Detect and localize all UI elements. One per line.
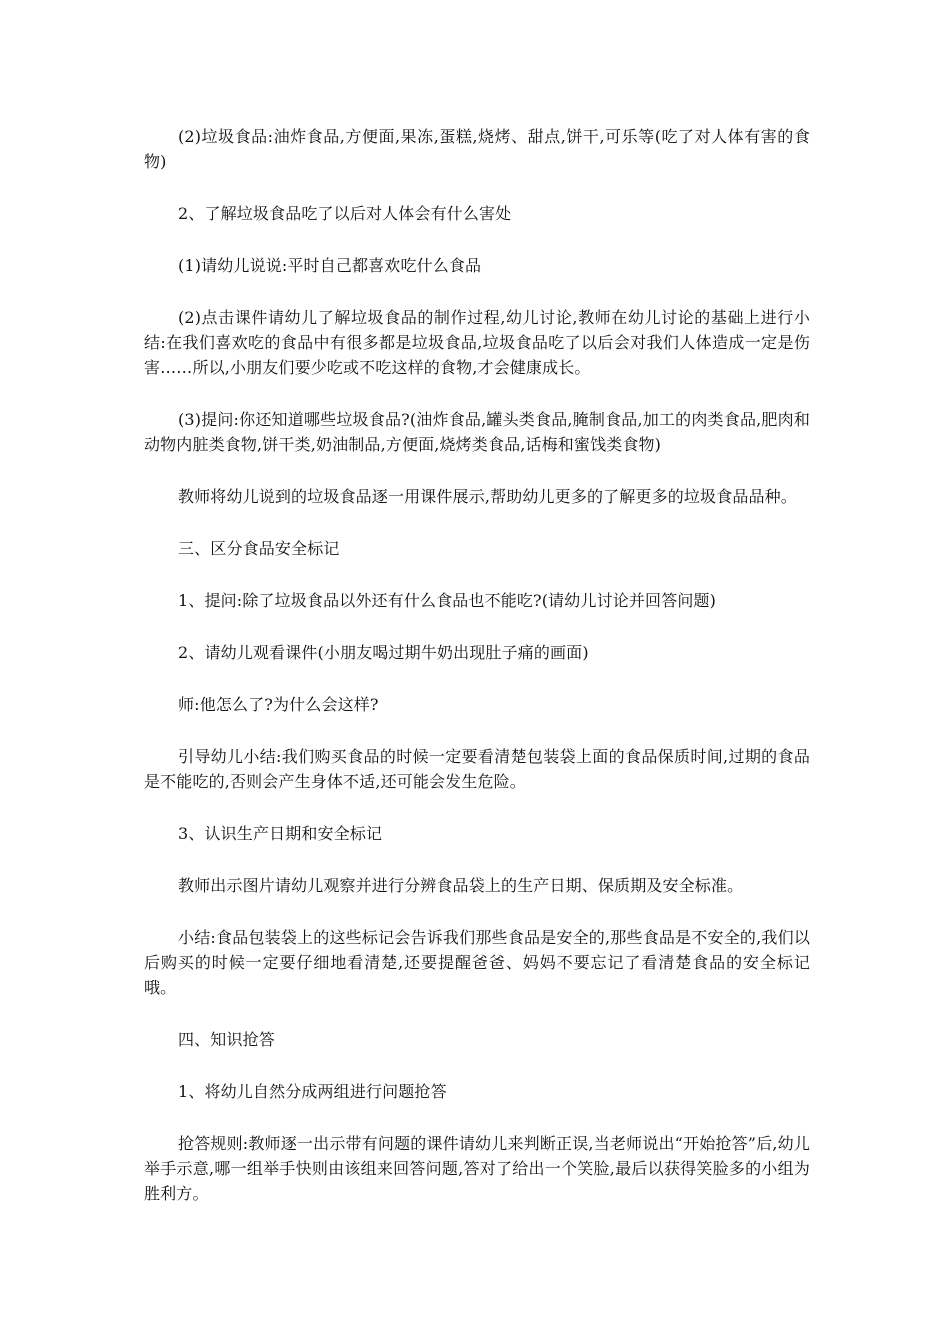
paragraph-question-other-foods: 1、提问:除了垃圾食品以外还有什么食品也不能吃?(请幼儿讨论并回答问题) <box>178 591 717 610</box>
document-body <box>144 124 810 1233</box>
paragraph-teacher-question: 师:他怎么了?为什么会这样? <box>178 695 379 714</box>
paragraph-teacher-pictures: 教师出示图片请幼儿观察并进行分辨食品袋上的生产日期、保质期及安全标准。 <box>178 876 744 895</box>
paragraph-question-junk-foods: (3)提问:你还知道哪些垃圾食品?(油炸食品,罐头类食品,腌制食品,加工的肉类食品,肥肉和动物内脏类食物,饼干类,奶油制品,方便面,烧烤类食品,话梅和蜜饯类食物) <box>144 410 810 454</box>
paragraph-courseware-summary: (2)点击课件请幼儿了解垃圾食品的制作过程,幼儿讨论,教师在幼儿讨论的基础上进行小结:在我们喜欢吃的食品中有很多都是垃圾食品,垃圾食品吃了以后会对我们人体造成一定是伤害……所以,小朋友们要少吃或不吃这样的食物,才会健康成长。 <box>144 308 810 377</box>
paragraph-quiz-groups: 1、将幼儿自然分成两组进行问题抢答 <box>178 1082 447 1101</box>
paragraph-production-date-heading: 3、认识生产日期和安全标记 <box>178 824 383 843</box>
section-heading-safety-marks: 三、区分食品安全标记 <box>178 539 340 558</box>
paragraph-children-discuss: (1)请幼儿说说:平时自己都喜欢吃什么食品 <box>178 256 482 275</box>
paragraph-teacher-display: 教师将幼儿说到的垃圾食品逐一用课件展示,帮助幼儿更多的了解更多的垃圾食品品种。 <box>178 487 797 506</box>
paragraph-harm-heading: 2、了解垃圾食品吃了以后对人体会有什么害处 <box>178 204 512 223</box>
section-heading-quiz: 四、知识抢答 <box>178 1030 275 1049</box>
paragraph-guide-summary: 引导幼儿小结:我们购买食品的时候一定要看清楚包装袋上面的食品保质时间,过期的食品是不能吃的,否则会产生身体不适,还可能会发生危险。 <box>144 747 810 791</box>
paragraph-summary-marks: 小结:食品包装袋上的这些标记会告诉我们那些食品是安全的,那些食品是不安全的,我们以后购买的时候一定要仔细地看清楚,还要提醒爸爸、妈妈不要忘记了看清楚食品的安全标记哦。 <box>144 928 810 997</box>
paragraph-watch-courseware: 2、请幼儿观看课件(小朋友喝过期牛奶出现肚子痛的画面) <box>178 643 589 662</box>
paragraph-junk-food-list: (2)垃圾食品:油炸食品,方便面,果冻,蛋糕,烧烤、甜点,饼干,可乐等(吃了对人体有害的食物) <box>144 127 810 171</box>
paragraph-quiz-rules: 抢答规则:教师逐一出示带有问题的课件请幼儿来判断正误,当老师说出“开始抢答”后,幼儿举手示意,哪一组举手快则由该组来回答问题,答对了给出一个笑脸,最后以获得笑脸多的小组为胜利方。 <box>144 1134 810 1203</box>
